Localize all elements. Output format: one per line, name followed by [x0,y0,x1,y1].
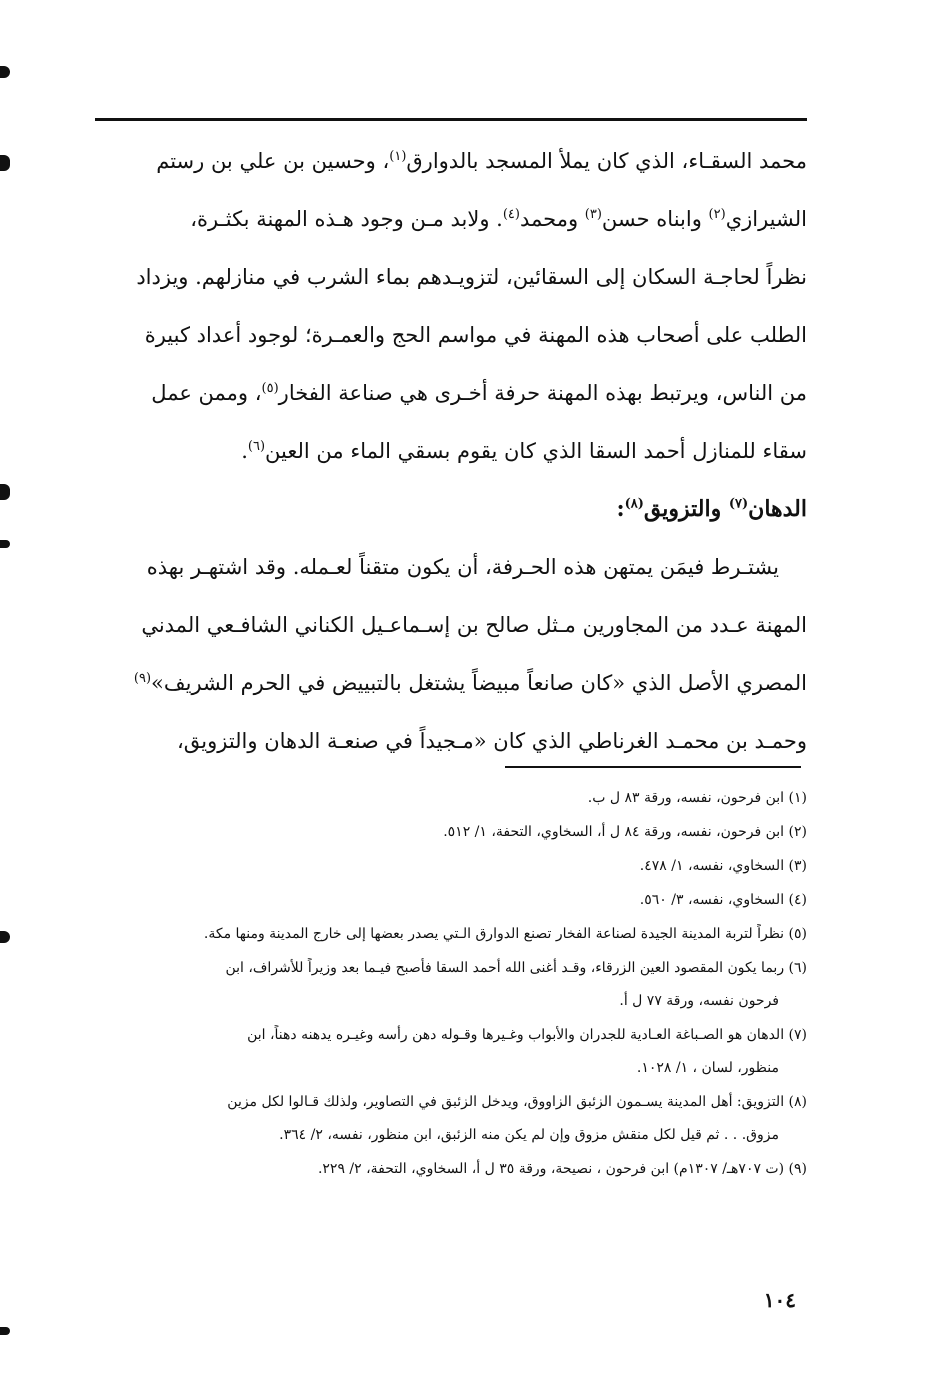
section-heading: الدهان$^{(٧)}$ والتزويق$^{(٨)}$: [616,496,807,522]
footnote-rule [505,766,801,768]
text-line: محمد السقـاء، الذي كان يملأ المسجد بالدوارق$^{(١)}$، وحسين بن علي بن رستم [156,149,807,173]
footnote-5: (٥) نظراً لتربة المدينة الجيدة لصناعة الفخار تصنع الدوارق الـتي يصدر بعضها إلى خارج المدينة ومنها مكة. [203,926,807,942]
footnote-ref[interactable]: (٤) [502,207,520,222]
paragraph-water-carriers [95,146,807,466]
footnote-ref[interactable]: (٩) [133,671,152,686]
footnote-ref[interactable]: (٨) [624,496,644,512]
footnote-ref[interactable]: (١) [389,149,407,164]
footnote-ref[interactable]: (٦) [247,439,266,454]
text-line: المهنة عـدد من المجاورين مـثل صالح بن إسـماعـيل الكناني الشافـعي المدني [141,613,807,637]
footnote-9: (٩) (ت ٧٠٧هـ/ ١٣٠٧م) ابن فرحون ، نصيحة، ورقة ٣٥ ل أ، السخاوي، التحفة، ٢/ ٢٢٩. [317,1161,807,1177]
text-line: يشتـرط فيمَن يمتهن هذه الحـرفة، أن يكون متقناً لعـمله. وقد اشتهـر بهذه [146,555,779,579]
main-text [95,146,807,756]
text-line: من الناس، ويرتبط بهذه المهنة حرفة أخـرى هي صناعة الفخار$^{(٥)}$، وممن عمل [151,381,807,405]
footnote-ref[interactable]: (٢) [708,207,726,222]
scan-edge-mark [0,155,10,171]
text-line: نظراً لحاجـة السكان إلى السقائين، لتزويـدهم بماء الشرب في منازلهم. ويزداد [136,265,807,289]
text-line: وحمـد بن محمـد الغرناطي الذي كان «مـجيداً في صنعـة الدهان والتزويق، [176,729,807,753]
footnote-4: (٤) السخاوي، نفسه، ٣/ ٥٦٠. [639,892,807,908]
footnotes [95,788,807,1179]
footnote-8: (٨) التزويق: أهل المدينة يسـمون الزئبق الزاووق، ويدخل الزئبق في التصاوير، ولذلك قـالوا لكل مزين [227,1094,807,1110]
scan-edge-mark [0,66,10,78]
footnote-ref[interactable]: (٧) [728,496,749,512]
footnote-8-continued: مزوق. . . ثم قيل لكل منقش مزوق وإن لم يكن منه الزئبق، ابن منظور، نفسه، ٢/ ٣٦٤. [279,1127,779,1143]
text-line: الشيرازي$^{(٢)}$ وابناه حسن$^{(٣)}$ ومحمد$^{(٤)}$. ولابد مـن وجود هـذه المهنة بكثـرة، [190,207,807,231]
footnote-2: (٢) ابن فرحون، نفسه، ورقة ٨٤ ل أ، السخاوي، التحفة، ١/ ٥١٢. [443,824,807,840]
header-rule [95,118,807,121]
footnote-6: (٦) ربما يكون المقصود العين الزرقاء، وقـد أغنى الله أحمد السقا فأصبح فيـما بعد وزيراً للأشراف، ابن [225,960,807,976]
paragraph-painting [95,552,807,756]
scan-edge-mark [0,931,10,943]
footnote-ref[interactable]: (٥) [261,381,279,396]
scan-edge-mark [0,540,10,548]
footnote-7: (٧) الدهان هو الصـباغة العـادية للجدران والأبواب وغـيرها وقـوله دهن رأسه وغيـره يدهنه دهناً، ابن [247,1027,807,1043]
text-line: سقاء للمنازل أحمد السقا الذي كان يقوم بسقي الماء من العين$^{(٦)}$. [241,439,807,463]
page-number: ١٠٤ [763,1288,796,1312]
scan-edge-mark [0,484,10,500]
footnote-3: (٣) السخاوي، نفسه، ١/ ٤٧٨. [639,858,807,874]
footnote-7-continued: منظور، لسان ، ١/ ١٠٢٨. [636,1060,779,1076]
scan-edge-mark [0,1327,10,1335]
footnote-6-continued: فرحون نفسه، ورقة ٧٧ ل أ. [619,993,779,1009]
text-line: الطلب على أصحاب هذه المهنة في مواسم الحج والعمـرة؛ لوجود أعداد كبيرة [144,323,807,347]
text-line: المصري الأصل الذي «كان صانعاً مبيضاً يشتغل بالتبييض في الحرم الشريف»$^{(٩)}$ [133,671,807,695]
footnote-ref[interactable]: (٣) [584,207,602,222]
footnote-1: (١) ابن فرحون، نفسه، ورقة ٨٣ ل ب. [587,790,807,806]
